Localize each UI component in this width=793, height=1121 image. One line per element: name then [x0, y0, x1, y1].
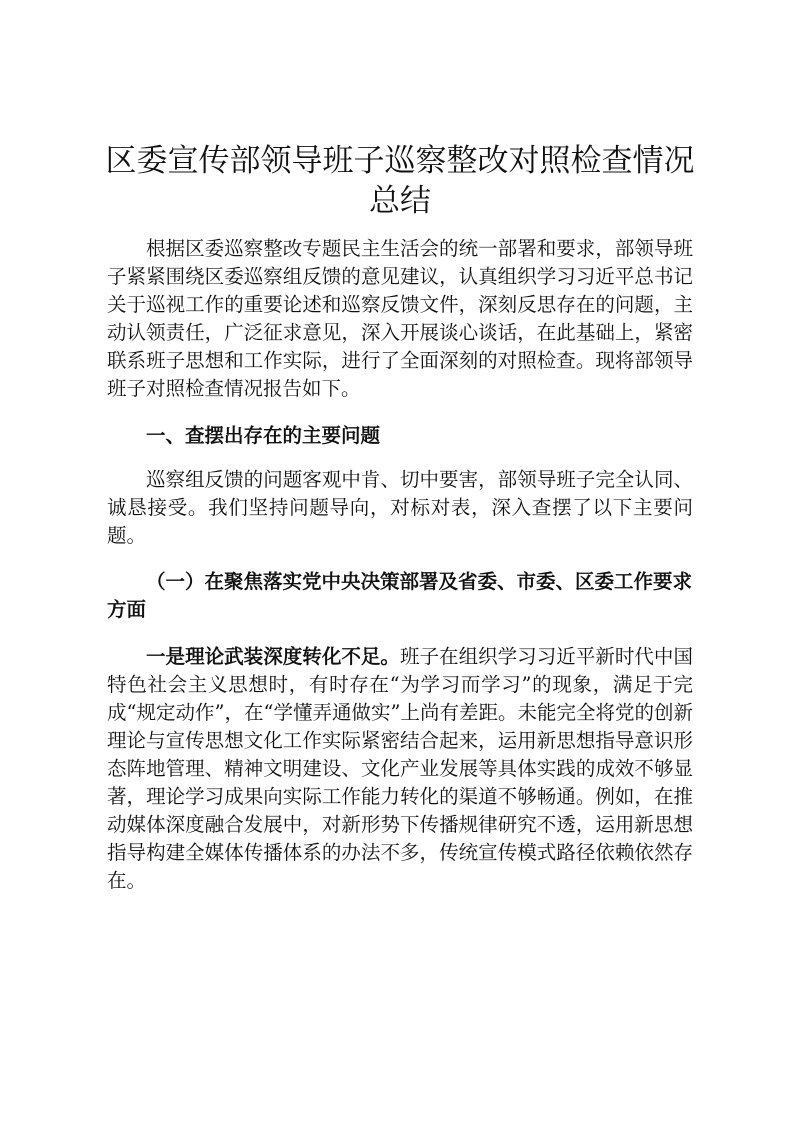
intro-paragraph: 根据区委巡察整改专题民主生活会的统一部署和要求，部领导班子紧紧围绕区委巡察组反馈的意见建议，认真组织学习习近平总书记关于巡视工作的重要论述和巡察反馈文件，深刻反思存在的问题，主动认领责任，广泛征求意见，深入开展谈心谈话，在此基础上，紧密联系班子思想和工作实际，进行了全面深刻的对照检查。现将部领导班子对照检查情况报告如下。: [107, 237, 693, 400]
section-paragraph: 巡察组反馈的问题客观中肯、切中要害，部领导班子完全认同、诚恳接受。我们坚持问题导向，对标对表，深入查摆了以下主要问题。: [107, 468, 693, 547]
point-paragraph: [107, 643, 693, 895]
point-lead: 一是理论武装深度转化不足。: [146, 645, 400, 668]
document-title: 区委宣传部领导班子巡察整改对照检查情况总结: [105, 143, 695, 219]
subsection-heading: （一）在聚焦落实党中央决策部署及省委、市委、区委工作要求方面: [107, 570, 693, 621]
point-text: 班子在组织学习习近平新时代中国特色社会主义思想时，有时存在“为学习而学习”的现象，满足于完成“规定动作”，在“学懂弄通做实”上尚有差距。未能完全将党的创新理论与宣传思想文化工作实际紧密结合起来，运用新思想指导意识形态阵地管理、精神文明建设、文化产业发展等具体实践的成效不够显著，理论学习成果向实际工作能力转化的渠道不够畅通。例如，在推动媒体深度融合发展中，对新形势下传播规律研究不透，运用新思想指导构建全媒体传播体系的办法不多，传统宣传模式路径依赖依然存在。: [107, 645, 693, 892]
section-heading: 一、查摆出存在的主要问题: [146, 424, 381, 447]
